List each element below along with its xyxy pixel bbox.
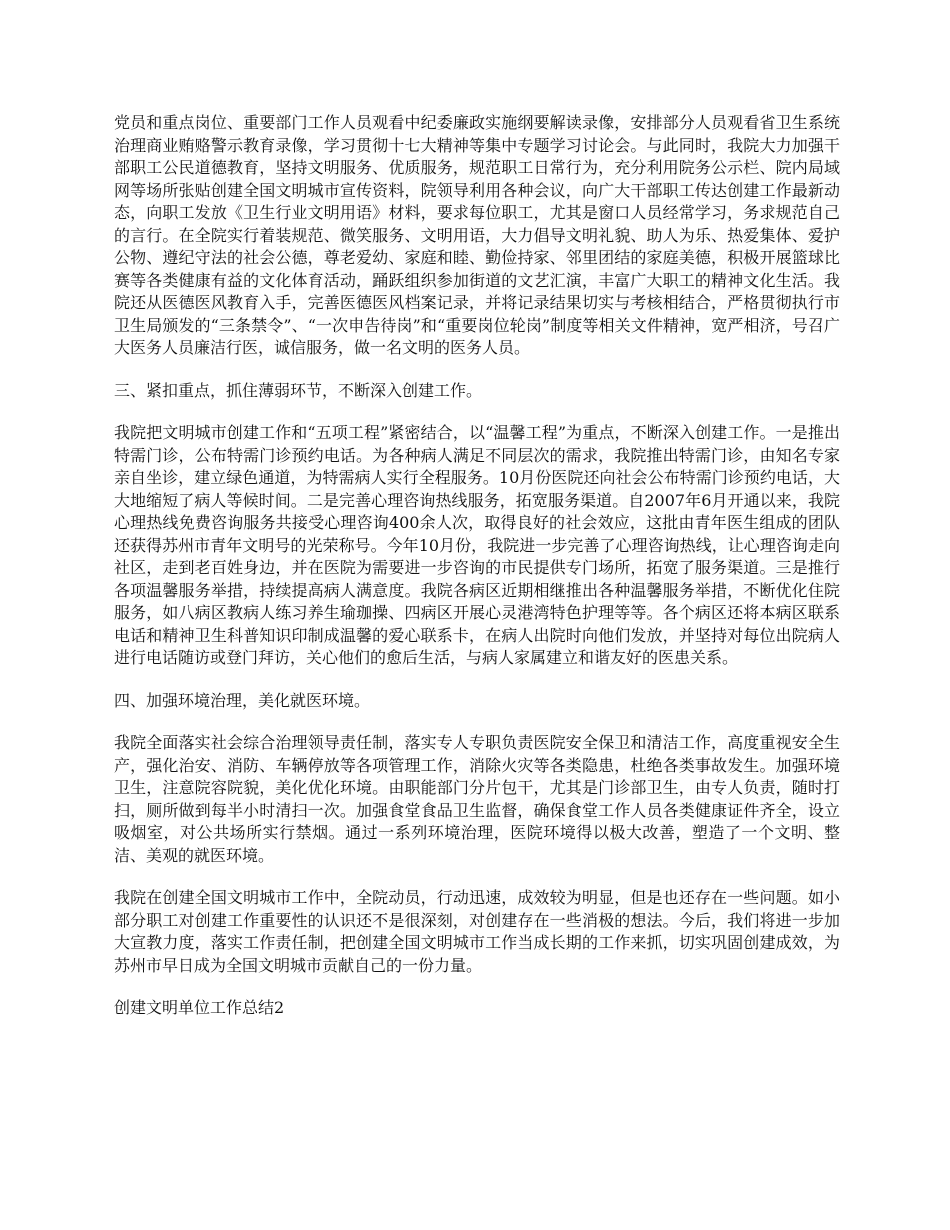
body-paragraph: 我院全面落实社会综合治理领导责任制，落实专人专职负责医院安全保卫和清洁工作，高度重视安全生产，强化治安、消防、车辆停放等各项管理工作，消除火灾等各类隐患，杜绝各类事故发生。加强环境卫生，注意院容院貌，美化优化环境。由职能部门分片包干，尤其是门诊部卫生，由专人负责，随时打扫，厕所做到每半小时清扫一次。加强食堂食品卫生监督，确保食堂工作人员各类健康证件齐全，设立吸烟室，对公共场所实行禁烟。通过一系列环境治理，医院环境得以极大改善，塑造了一个文明、整洁、美观的就医环境。 — [114, 733, 840, 865]
document-title: 创建文明单位工作总结2 — [114, 998, 285, 1017]
body-paragraph: 我院把文明城市创建工作和“五项工程”紧密结合，以“温馨工程”为重点，不断深入创建工作。一是推出特需门诊，公布特需门诊预约电话。为各种病人满足不同层次的需求，我院推出特需门诊，由知名专家亲自坐诊，建立绿色通道，为特需病人实行全程服务。10月份医院还向社会公布特需门诊预约电话，大大地缩短了病人等候时间。二是完善心理咨询热线服务，拓宽服务渠道。自2007年6月开通以来，我院心理热线免费咨询服务共接受心理咨询400余人次，取得良好的社会效应，这批由青年医生组成的团队还获得苏州市青年文明号的光荣称号。今年10月份，我院进一步完善了心理咨询热线，让心理咨询走向社区，走到老百姓身边，并在医院为需要进一步咨询的市民提供专门场所，拓宽了服务渠道。三是推行各项温馨服务举措，持续提高病人满意度。我院各病区近期相继推出各种温馨服务举措，不断优化住院服务，如八病区教病人练习养生瑜珈操、四病区开展心灵港湾特色护理等等。各个病区还将本病区联系电话和精神卫生科普知识印制成温馨的爱心联系卡，在病人出院时向他们发放，并坚持对每位出院病人进行电话随访或登门拜访，关心他们的愈后生活，与病人家属建立和谐友好的医患关系。 — [114, 423, 840, 667]
section-heading: 三、紧扣重点，抓住薄弱环节，不断深入创建工作。 — [114, 380, 483, 400]
section-heading: 四、加强环境治理，美化就医环境。 — [114, 690, 371, 710]
body-paragraph: 党员和重点岗位、重要部门工作人员观看中纪委廉政实施纲要解读录像，安排部分人员观看省卫生系统治理商业贿赂警示教育录像，学习贯彻十七大精神等集中专题学习讨论会。与此同时，我院大力加强干部职工公民道德教育，坚持文明服务、优质服务，规范职工日常行为，充分利用院务公示栏、院内局域网等场所张贴创建全国文明城市宣传资料，院领导利用各种会议，向广大干部职工传达创建工作最新动态，向职工发放《卫生行业文明用语》材料，要求每位职工，尤其是窗口人员经常学习，务求规范自己的言行。在全院实行着装规范、微笑服务、文明用语，大力倡导文明礼貌、助人为乐、热爱集体、爱护公物、遵纪守法的社会公德，尊老爱幼、家庭和睦、勤俭持家、邻里团结的家庭美德，积极开展篮球比赛等各类健康有益的文化体育活动，踊跃组织参加街道的文艺汇演，丰富广大职工的精神文化生活。我院还从医德医风教育入手，完善医德医风档案记录，并将记录结果切实与考核相结合，严格贯彻执行市卫生局颁发的“三条禁令”、“一次申告待岗”和“重要岗位轮岗”制度等相关文件精神，宽严相济，号召广大医务人员廉洁行医，诚信服务，做一名文明的医务人员。 — [114, 113, 840, 357]
document-page — [114, 112, 840, 1020]
body-paragraph: 我院在创建全国文明城市工作中，全院动员，行动迅速，成效较为明显，但是也还存在一些问题。如小部分职工对创建工作重要性的认识还不是很深刻，对创建存在一些消极的想法。今后，我们将进一步加大宣教力度，落实工作责任制，把创建全国文明城市工作当成长期的工作来抓，切实巩固创建成效，为苏州市早日成为全国文明城市贡献自己的一份力量。 — [114, 888, 840, 975]
